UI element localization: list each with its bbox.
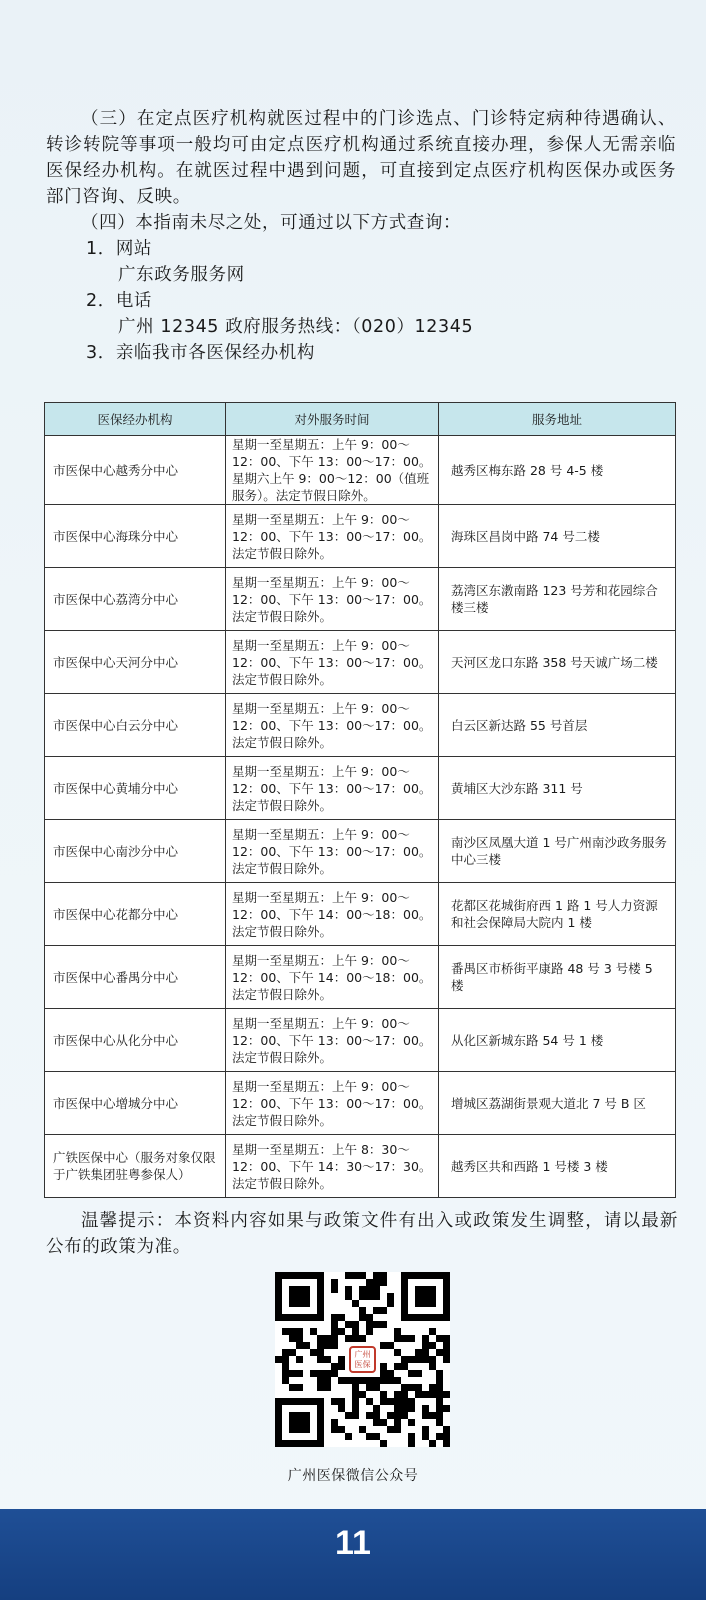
table-row	[45, 757, 676, 820]
address-cell: 天河区龙口东路 358 号天诚广场二楼	[439, 631, 676, 694]
address-cell: 增城区荔湖街景观大道北 7 号 B 区	[439, 1072, 676, 1135]
address-cell: 从化区新城东路 54 号 1 楼	[439, 1009, 676, 1072]
table-row	[45, 1009, 676, 1072]
agency-cell: 市医保中心白云分中心	[45, 694, 226, 757]
agency-cell: 广铁医保中心（服务对象仅限于广铁集团驻粤参保人）	[45, 1135, 226, 1198]
service-time-cell: 星期一至星期五：上午 9：00～12：00、下午 13：00～17：00。星期六上午 9：00～12：00（值班服务）。法定节假日除外。	[226, 436, 439, 505]
table-row	[45, 631, 676, 694]
logo-text: 广州医保	[354, 1349, 371, 1369]
agency-cell: 市医保中心花都分中心	[45, 883, 226, 946]
table-row	[45, 946, 676, 1009]
table-header-row	[45, 403, 676, 436]
header-address: 服务地址	[439, 403, 676, 436]
header-agency: 医保经办机构	[45, 403, 226, 436]
reminder-note: 温馨提示：本资料内容如果与政策文件有出入或政策发生调整，请以最新公布的政策为准。	[46, 1211, 678, 1257]
service-time-cell: 星期一至星期五：上午 9：00～12：00、下午 13：00～17：00。法定节假日除外。	[226, 1072, 439, 1135]
table-row	[45, 883, 676, 946]
list-item-website-detail: 广东政务服务网	[118, 265, 245, 285]
agency-cell: 市医保中心南沙分中心	[45, 820, 226, 883]
agency-cell: 市医保中心番禺分中心	[45, 946, 226, 1009]
table-row	[45, 436, 676, 505]
address-cell: 番禺区市桥街平康路 48 号 3 号楼 5 楼	[439, 946, 676, 1009]
address-cell: 南沙区凤凰大道 1 号广州南沙政务服务中心三楼	[439, 820, 676, 883]
list-item-phone-title: 2．电话	[86, 291, 153, 311]
page-number: 11	[335, 1524, 371, 1562]
paragraph-3: （三）在定点医疗机构就医过程中的门诊选点、门诊特定病种待遇确认、转诊转院等事项一般均可由定点医疗机构通过系统直接办理，参保人无需亲临医保经办机构。在就医过程中遇到问题，可直接到定点医疗机构医保办或医务部门咨询、反映。	[46, 109, 676, 207]
service-time-cell: 星期一至星期五：上午 8：30～12：00、下午 14：30～17：30。法定节假日除外。	[226, 1135, 439, 1198]
wechat-qr-code	[275, 1272, 450, 1447]
service-time-cell: 星期一至星期五：上午 9：00～12：00、下午 14：00～18：00。法定节假日除外。	[226, 883, 439, 946]
address-cell: 越秀区共和西路 1 号楼 3 楼	[439, 1135, 676, 1198]
service-time-cell: 星期一至星期五：上午 9：00～12：00、下午 14：00～18：00。法定节假日除外。	[226, 946, 439, 1009]
service-time-cell: 星期一至星期五：上午 9：00～12：00、下午 13：00～17：00。法定节假日除外。	[226, 1009, 439, 1072]
header-service-time: 对外服务时间	[226, 403, 439, 436]
table-row	[45, 568, 676, 631]
agency-cell: 市医保中心黄埔分中心	[45, 757, 226, 820]
agency-cell: 市医保中心从化分中心	[45, 1009, 226, 1072]
address-cell: 越秀区梅东路 28 号 4-5 楼	[439, 436, 676, 505]
address-cell: 荔湾区东漖南路 123 号芳和花园综合楼三楼	[439, 568, 676, 631]
guangzhou-medical-insurance-logo	[349, 1346, 376, 1373]
address-cell: 白云区新达路 55 号首层	[439, 694, 676, 757]
agency-cell: 市医保中心荔湾分中心	[45, 568, 226, 631]
table-row	[45, 1135, 676, 1198]
service-time-cell: 星期一至星期五：上午 9：00～12：00、下午 13：00～17：00。法定节假日除外。	[226, 568, 439, 631]
service-time-cell: 星期一至星期五：上午 9：00～12：00、下午 13：00～17：00。法定节假日除外。	[226, 505, 439, 568]
service-time-cell: 星期一至星期五：上午 9：00～12：00、下午 13：00～17：00。法定节假日除外。	[226, 820, 439, 883]
agency-cell: 市医保中心海珠分中心	[45, 505, 226, 568]
table-row	[45, 1072, 676, 1135]
qr-caption: 广州医保微信公众号	[287, 1468, 419, 1484]
service-time-cell: 星期一至星期五：上午 9：00～12：00、下午 13：00～17：00。法定节假日除外。	[226, 694, 439, 757]
agency-cell: 市医保中心天河分中心	[45, 631, 226, 694]
list-item-visit-title: 3．亲临我市各医保经办机构	[86, 343, 315, 363]
service-time-cell: 星期一至星期五：上午 9：00～12：00、下午 13：00～17：00。法定节假日除外。	[226, 631, 439, 694]
qr-logo	[346, 1343, 379, 1376]
address-cell: 花都区花城街府西 1 路 1 号人力资源和社会保障局大院内 1 楼	[439, 883, 676, 946]
paragraph-4: （四）本指南未尽之处，可通过以下方式查询：	[81, 213, 462, 233]
service-time-cell: 星期一至星期五：上午 9：00～12：00、下午 13：00～17：00。法定节假日除外。	[226, 757, 439, 820]
address-cell: 海珠区昌岗中路 74 号二楼	[439, 505, 676, 568]
service-agency-table	[44, 402, 676, 1198]
table-row	[45, 820, 676, 883]
list-item-website-title: 1．网站	[86, 239, 153, 259]
list-item-phone-detail: 广州 12345 政府服务热线：（020）12345	[118, 317, 474, 337]
table-row	[45, 694, 676, 757]
agency-cell: 市医保中心越秀分中心	[45, 436, 226, 505]
table-row	[45, 505, 676, 568]
address-cell: 黄埔区大沙东路 311 号	[439, 757, 676, 820]
agency-cell: 市医保中心增城分中心	[45, 1072, 226, 1135]
